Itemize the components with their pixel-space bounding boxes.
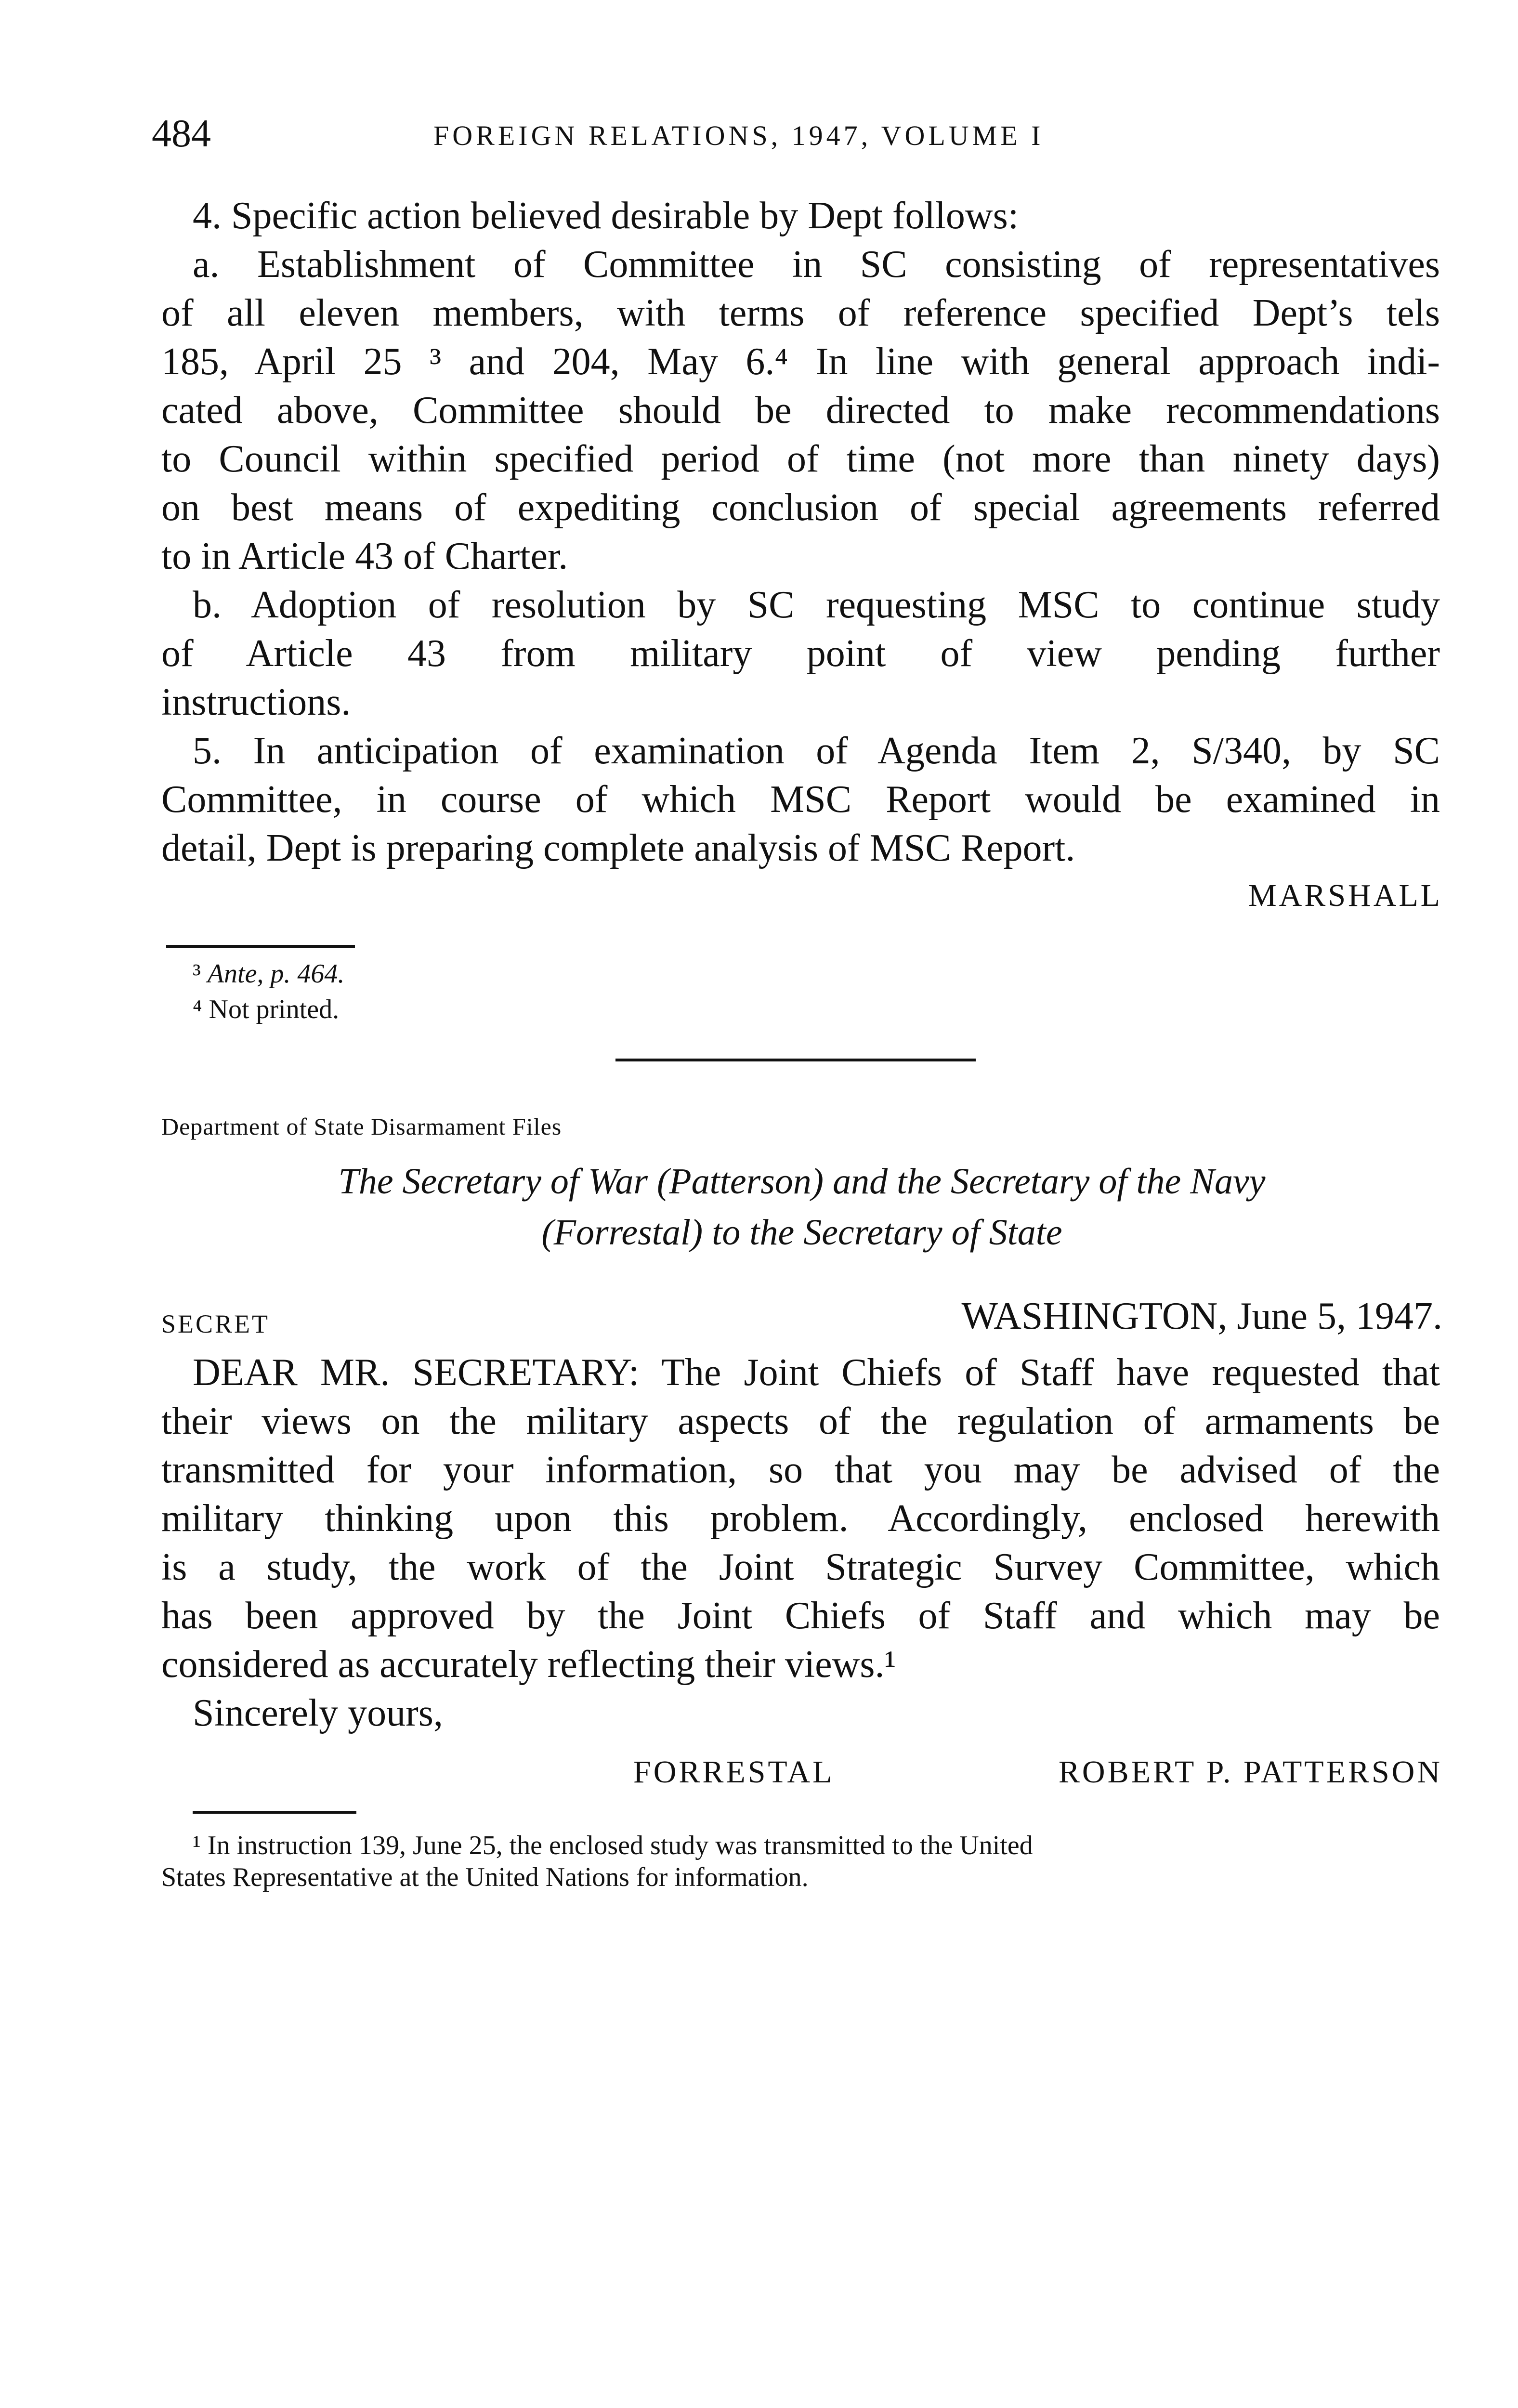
- letter-closing: Sincerely yours,: [193, 1692, 443, 1734]
- document-title-line-2: (Forrestal) to the Secretary of State: [541, 1212, 1062, 1253]
- letter-line: military thinking upon this problem. Accordingly, enclosed herewith: [161, 1497, 1440, 1540]
- footnote-3: [193, 958, 344, 989]
- footnote-1-line-1: ¹ In instruction 139, June 25, the enclosed study was transmitted to the United: [193, 1831, 1033, 1860]
- footnote-rule-bottom: [193, 1811, 356, 1814]
- footnote-text: Ante, p. 464.: [207, 959, 345, 989]
- running-head: FOREIGN RELATIONS, 1947, VOLUME I: [433, 120, 1044, 151]
- page-number: 484: [152, 111, 211, 155]
- letter-line: has been approved by the Joint Chiefs of Staff and which may be: [161, 1595, 1440, 1637]
- telegram-line: 5. In anticipation of examination of Agenda Item 2, S/340, by SC: [193, 730, 1440, 772]
- classification: SECRET: [161, 1309, 270, 1338]
- letter-line: is a study, the work of the Joint Strategic Survey Committee, which: [161, 1546, 1440, 1588]
- letter-line: transmitted for your information, so that you may be advised of the: [161, 1449, 1440, 1491]
- footnote-rule: [166, 945, 355, 948]
- telegram-signature: MARSHALL: [1248, 878, 1442, 913]
- document-title-line-1: The Secretary of War (Patterson) and the Secretary of the Navy: [338, 1161, 1266, 1202]
- telegram-line: instructions.: [161, 681, 351, 723]
- footnote-mark: ⁴: [193, 995, 202, 1024]
- section-separator: [615, 1059, 976, 1061]
- signature-forrestal: FORRESTAL: [633, 1754, 835, 1790]
- telegram-line: to in Article 43 of Charter.: [161, 535, 568, 577]
- telegram-line: Committee, in course of which MSC Report would be examined in: [161, 778, 1440, 821]
- letter-line: considered as accurately reflecting their views.¹: [161, 1643, 896, 1686]
- letter-line: DEAR MR. SECRETARY: The Joint Chiefs of Staff have requested that: [193, 1351, 1440, 1394]
- telegram-line: of Article 43 from military point of view pending further: [161, 632, 1440, 675]
- letter-line: their views on the military aspects of the regulation of armaments be: [161, 1400, 1440, 1442]
- telegram-line: a. Establishment of Committee in SC consisting of representatives: [193, 243, 1440, 286]
- letter-body: [161, 1348, 1440, 1738]
- telegram-line: on best means of expediting conclusion of special agreements referred: [161, 486, 1440, 529]
- footnote-4: [193, 994, 339, 1025]
- footnote-text: Not printed.: [209, 995, 340, 1024]
- footnote-1-line-2: States Representative at the United Nations for information.: [161, 1862, 809, 1892]
- telegram-line: of all eleven members, with terms of reference specified Dept’s tels: [161, 292, 1440, 334]
- telegram-line: 4. Specific action believed desirable by Dept follows:: [193, 195, 1019, 237]
- dateline: WASHINGTON, June 5, 1947.: [961, 1295, 1442, 1337]
- telegram-line: detail, Dept is preparing complete analysis of MSC Report.: [161, 827, 1075, 869]
- telegram-line: to Council within specified period of time (not more than ninety days): [161, 438, 1440, 480]
- telegram-line: cated above, Committee should be directed to make recommendations: [161, 389, 1440, 432]
- telegram-body: [161, 192, 1440, 873]
- footnote-mark: ³: [193, 959, 201, 989]
- telegram-line: b. Adoption of resolution by SC requesting MSC to continue study: [193, 584, 1440, 626]
- signature-patterson: ROBERT P. PATTERSON: [1058, 1754, 1442, 1790]
- telegram-line: 185, April 25 ³ and 204, May 6.⁴ In line with general approach indi-: [161, 340, 1440, 383]
- document-source: Department of State Disarmament Files: [161, 1113, 562, 1140]
